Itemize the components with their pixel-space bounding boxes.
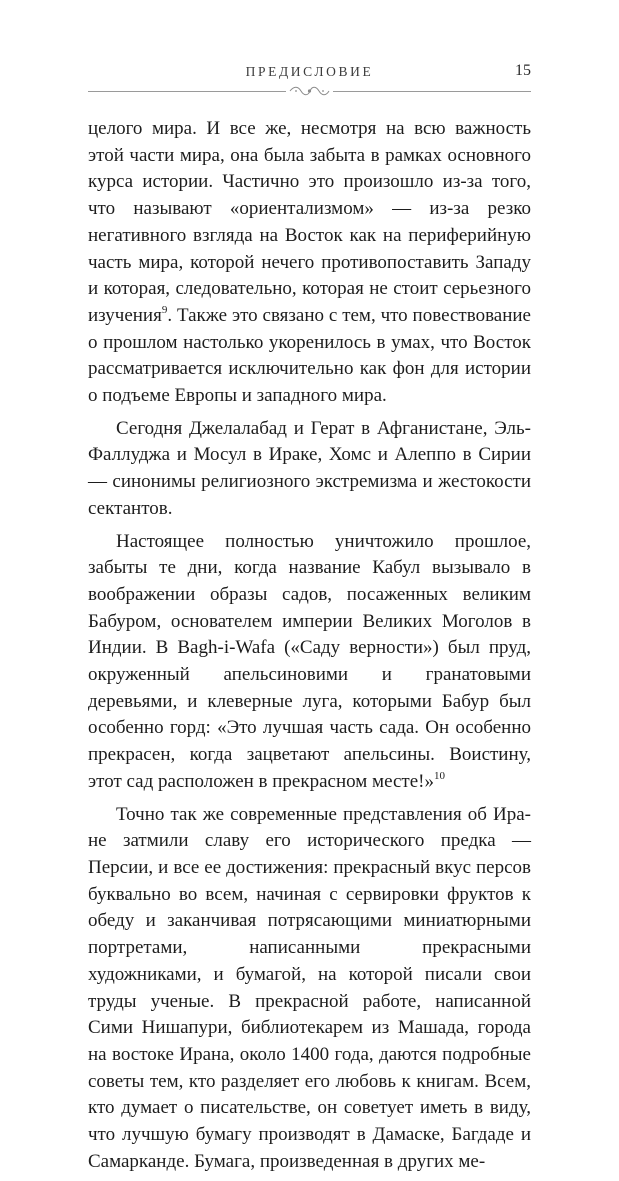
paragraph-text: Сегодня Джелалабад и Герат в Афганистане, Эль-Фаллуджа и Мосул в Ираке, Хомс и Алеппо в Сирии — синонимы религиозного экстремизма и жестокости сектантов. [88,417,531,519]
paragraph [88,529,531,796]
paragraph [88,802,531,1176]
paragraph-text: Точно так же современные представления об Иране затмили славу его исторического предка — Персии, и все ее достижения: прекрасный вкус персов буквально во всем, начиная с сервировки фруктов к обеду и заканчивая потрясающими миниатюрными портретами, написанными прекрасными художниками, и бумагой, на которой писали свои труды ученые. В прекрасной работе, написанной Сими Нишапури, библиотекарем из Машада, города на востоке Ирана, около 1400 года, даются подробные советы тем, кто разделяет его любовь к книгам. Всем, кто думает о писательстве, он советует иметь в виду, что лучшую бумагу производят в Дамаске, Багдаде и Самарканде. Бумага, произведенная в других ме- [88,803,531,1172]
page-number: 15 [515,62,531,79]
paragraph [88,416,531,523]
footnote-ref: 9 [161,303,168,316]
running-header [88,64,531,104]
ornament-icon [286,83,333,99]
body-text [88,116,531,1181]
paragraph [88,116,531,410]
paragraph-text: Настоящее полностью уничтожило прошлое, забыты те дни, когда название Кабул вызывало в воображении образы садов, посаженных великим Бабуром, основателем империи Великих Моголов в Индии. В Bagh-i-Wafa («Саду верности») был пруд, окруженный апельсиновими и гранатовыми деревьями, и клеверные луга, которыми Бабур был особенно горд: «Это лучшая часть сада. Он особенно прекрасен, когда зацветают апельсины. Воистину, этот сад расположен в прекрасном месте!» [88,530,531,792]
paragraph-text: . Также это связано с тем, что повествование о прошлом настолько укоренилось в умах, что Восток рассматривается исключительно как фон для истории о подъеме Европы и западного мира. [88,304,531,407]
running-title: ПРЕДИСЛОВИЕ [245,64,374,79]
paragraph-text: целого мира. И все же, несмотря на всю важность этой части мира, она была забыта в рамках основного курса истории. Частично это произошло из-за того, что называют «ориентализмом» — из-за резко негативного взгляда на Восток как на периферийную часть мира, которой нечего противопоставить Западу и которая, следовательно, которая не стоит серьезного изучения [88,118,531,326]
footnote-ref: 10 [433,769,445,782]
